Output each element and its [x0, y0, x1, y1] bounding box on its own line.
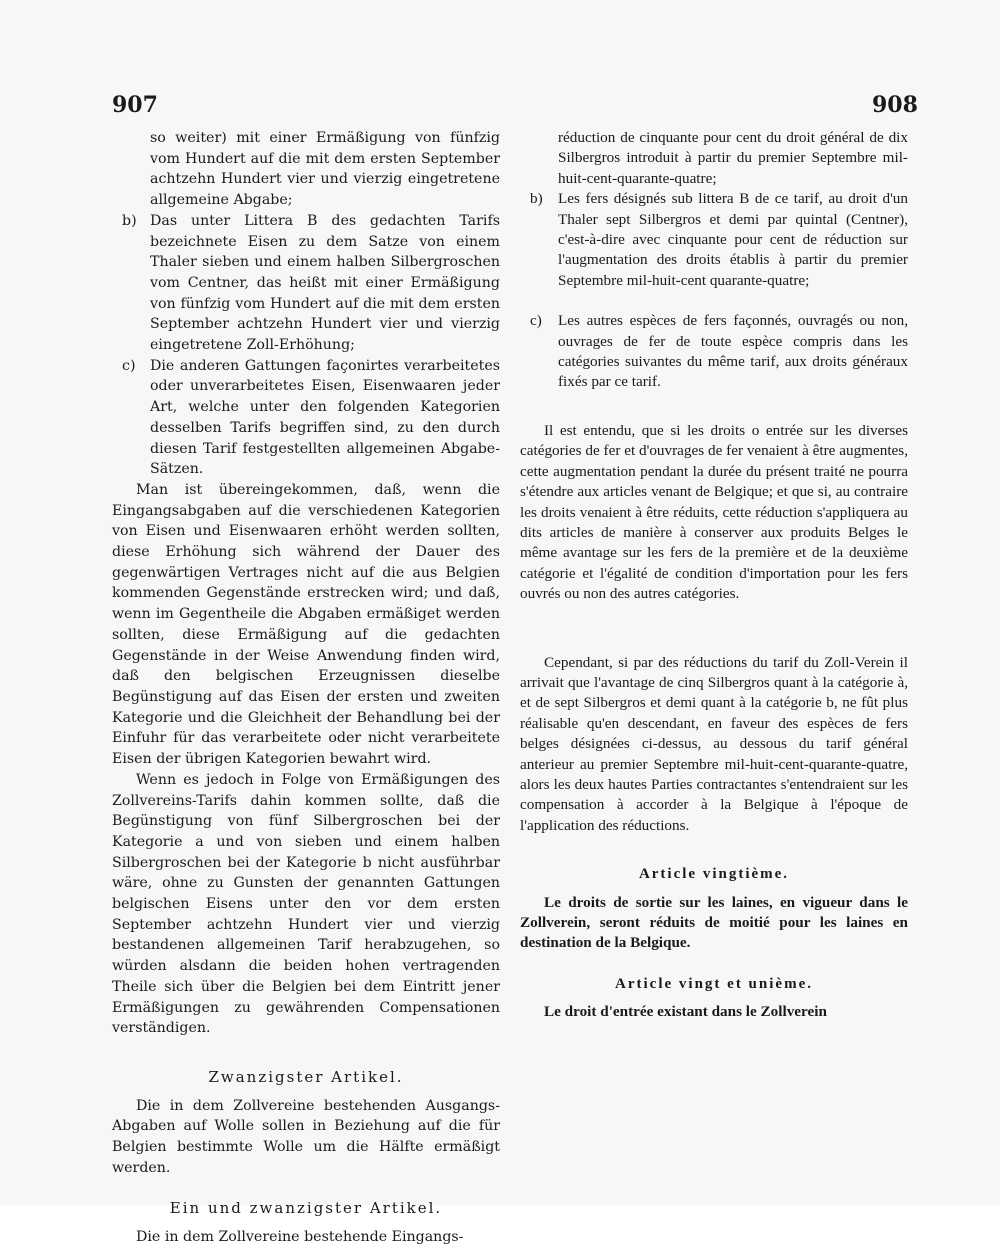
french-column	[520, 128, 908, 1023]
french-item-c-text: Les autres espèces de fers façonnés, ouvragés ou non, ouvrages de fer de toute espèce compris dans les catégories suivantes du même tarif, aux droits généraux fixés par ce tarif.	[558, 312, 908, 391]
french-paragraph-2: Cependant, si par des réductions du tarif du Zoll-Verein il arrivait que l'avantage de cinq Silbergros quant à la catégorie à, et de sept Silbergros et demi quant à la catégorie b, ne fût plus réalisable qu'en descendant, en faveur des espèces de fers belges désignées ci-dessus, au dessous du tarif général anterieur au premier Septembre mil-huit-cent-quarante-quatre, alors les deux hautes Parties contractantes s'entendraient sur les compensation à accorder à la Belgique à l'époque de l'application des réductions.	[520, 653, 908, 834]
french-article-21-text: Le droit d'entrée existant dans le Zollverein	[544, 1003, 827, 1021]
german-paragraph-2: Wenn es jedoch in Folge von Ermäßigungen des Zollvereins-Tarifs dahin kommen sollte, daß die Begünstigung von fünf Silbergroschen bei der Kategorie a und von sieben und einem halben Silbergroschen bei der Kategorie b nicht ausführbar wäre, ohne zu Gunsten der genannten Gattungen belgischen Eisens unter den vor dem ersten September achtzehn Hundert vier und vierzig bestandenen allgemeinen Tarif herabzugehen, so würden alsdann die beiden hohen vertragenden Theile sich über die Belgien bei dem Eintritt jener Ermäßigungen zu gewährenden Compensationen verständigen.	[112, 771, 500, 1037]
german-item-c	[112, 356, 500, 480]
french-article-20-text: Le droits de sortie sur les laines, en vigueur dans le Zollverein, seront réduits de moitié pour les laines en destination de la Belgique.	[520, 893, 908, 952]
german-item-c-text: Die anderen Gattungen façonirtes verarbeitetes oder unverarbeitetes Eisen, Eisenwaaren jeder Art, welche unter den folgenden Kategorien desselben Tarifs begriffen sind, zu den durch diesen Tarif festgestellten allgemeinen Abgabe-Sätzen.	[150, 357, 500, 478]
page-number-right: 908	[872, 92, 918, 118]
french-article-20-heading: Article vingtième.	[638, 866, 790, 883]
german-item-b	[112, 211, 500, 356]
german-article-21-text: Die in dem Zollvereine bestehende Eingangs-	[136, 1229, 464, 1246]
german-article-20-heading: Zwanzigster Artikel.	[208, 1067, 404, 1086]
page-number-left: 907	[112, 92, 158, 118]
french-intro-text: réduction de cinquante pour cent du droit général de dix Silbergros introduit à partir du premier Septembre mil-huit-cent-quarante-quatre;	[558, 129, 908, 187]
french-item-b	[520, 189, 908, 291]
french-paragraph-1: Il est entendu, que si les droits o entrée sur les diverses catégories de fer et d'ouvrages de fer venaient à être augmentes, cette augmentation pendant la durée du présent traité ne pourra s'étendre aux articles venant de Belgique; et que si, au contraire les droits venaient à être réduits, cette réduction s'appliquera au dits articles de manière à conserver aux produits Belges le même avantage sur les fers de la première et de la deuxième catégorie et l'égalité de condition d'importation pour les fers ouvrés ou non des autres catégories.	[520, 421, 908, 603]
german-column	[112, 128, 500, 1248]
german-article-20-text: Die in dem Zollvereine bestehenden Ausgangs-Abgaben auf Wolle sollen in Beziehung auf die für Belgien bestimmte Wolle um die Hälfte ermäßigt werden.	[112, 1097, 500, 1176]
french-article-21-heading: Article vingt et unième.	[615, 975, 813, 992]
german-item-b-text: Das unter Littera B des gedachten Tarifs bezeichnete Eisen zu dem Satze von einem Thaler sieben und einem halben Silbergroschen vom Centner, das heißt mit einer Ermäßigung von fünfzig vom Hundert auf die mit dem ersten September achtzehn Hundert vier und vierzig eingetretene Zoll-Erhöhung;	[150, 212, 500, 354]
german-paragraph-1: Man ist übereingekommen, daß, wenn die Eingangsabgaben auf die verschiedenen Kategorien von Eisen und Eisenwaaren erhöht werden sollten, diese Erhöhung sich während der Dauer des gegenwärtigen Vertrages nicht auf die aus Belgien kommenden Gegenstände erstrecken wird; und daß, wenn im Gegentheile die Abgaben ermäßiget werden sollten, diese Ermäßigung auf die gedachten Gegenstände in der Weise Anwendung finden wird, daß den belgischen Erzeugnissen dieselbe Begünstigung auf das Eisen der ersten und zweiten Kategorie und die Gleichheit der Behandlung bei der Einfuhr für das verarbeitete oder nicht verarbeitete Eisen der übrigen Kategorien bewahrt wird.	[112, 481, 500, 768]
french-item-c-marker: c)	[530, 312, 542, 330]
german-article-21-heading: Ein und zwanzigster Artikel.	[169, 1199, 443, 1218]
french-item-b-marker: b)	[530, 190, 543, 208]
german-item-b-marker: b)	[122, 212, 137, 229]
german-item-c-marker: c)	[122, 357, 136, 374]
french-item-b-text: Les fers désignés sub littera B de ce tarif, au droit d'un Thaler sept Silbergros et demi par quintal (Centner), c'est-à-dire avec cinquante pour cent de réduction sur l'augmentation des droits établis à partir du premier Septembre mil-huit-cent quarante-quatre;	[558, 190, 908, 289]
french-item-c	[520, 311, 908, 393]
german-intro-text: so weiter) mit einer Ermäßigung von fünfzig vom Hundert auf die mit dem ersten September achtzehn Hundert vier und vierzig eingetretene allgemeine Abgabe;	[150, 130, 500, 209]
